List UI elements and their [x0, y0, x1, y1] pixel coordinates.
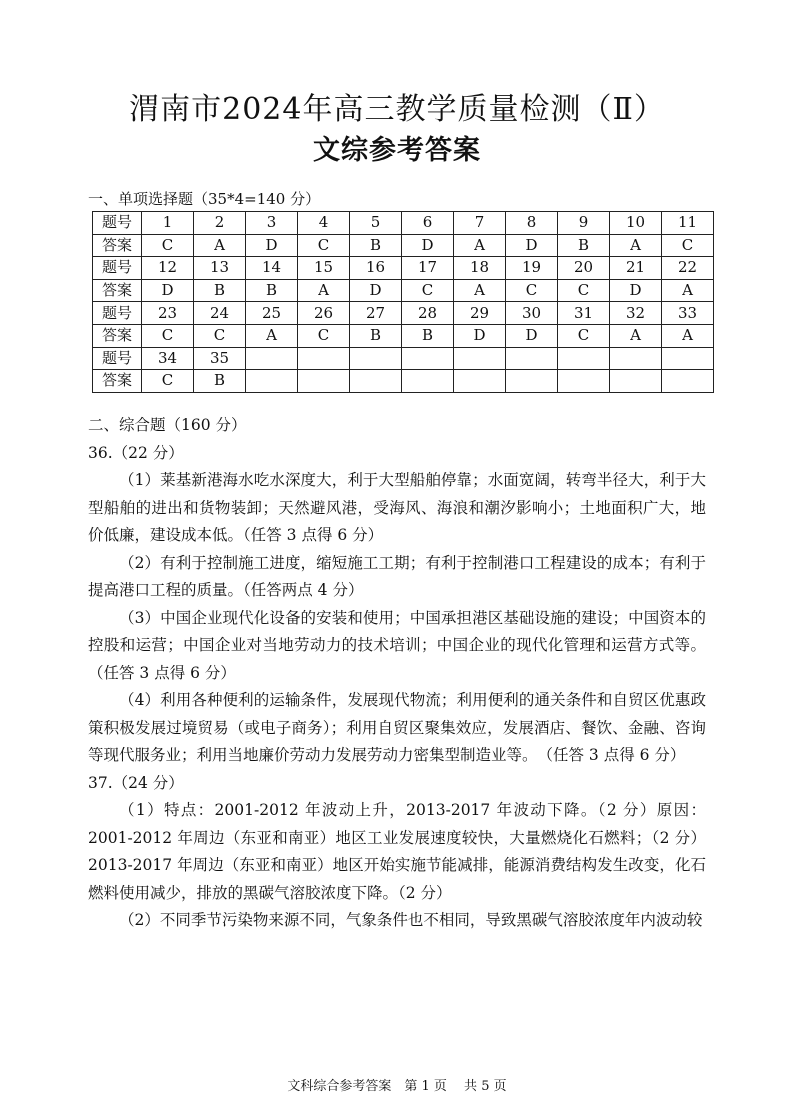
table-cell: 5 [350, 212, 402, 235]
table-row [93, 302, 714, 325]
table-cell: A [454, 279, 506, 302]
table-cell: 32 [610, 302, 662, 325]
table-cell: 25 [246, 302, 298, 325]
table-cell: C [142, 324, 194, 347]
table-cell: 15 [298, 257, 350, 280]
table-cell: 23 [142, 302, 194, 325]
table-cell [558, 347, 610, 370]
q37-heading: 37.（24 分） [88, 773, 184, 792]
table-cell: B [350, 234, 402, 257]
table-cell [246, 370, 298, 393]
table-cell: C [298, 234, 350, 257]
table-cell: B [402, 324, 454, 347]
table-row [93, 324, 714, 347]
table-cell: 12 [142, 257, 194, 280]
table-cell [454, 370, 506, 393]
table-cell: 13 [194, 257, 246, 280]
section2-content [88, 412, 706, 935]
table-cell: D [142, 279, 194, 302]
table-cell: B [194, 370, 246, 393]
table-cell: 8 [506, 212, 558, 235]
table-cell [298, 370, 350, 393]
table-row [93, 212, 714, 235]
table-cell: 7 [454, 212, 506, 235]
table-cell: 21 [610, 257, 662, 280]
table-cell: 35 [194, 347, 246, 370]
table-cell [610, 347, 662, 370]
table-cell: B [350, 324, 402, 347]
table-cell: C [142, 370, 194, 393]
table-cell: A [454, 234, 506, 257]
row-label-cell: 答案 [93, 234, 142, 257]
table-cell: 24 [194, 302, 246, 325]
section1-heading: 一、单项选择题（35*4=140 分） [88, 190, 321, 208]
table-cell: 27 [350, 302, 402, 325]
table-cell [246, 347, 298, 370]
table-cell: 3 [246, 212, 298, 235]
table-row [93, 257, 714, 280]
answer-table [92, 211, 714, 393]
table-cell: A [662, 279, 714, 302]
table-cell: 19 [506, 257, 558, 280]
table-cell: D [506, 324, 558, 347]
table-cell: A [610, 234, 662, 257]
table-cell: 34 [142, 347, 194, 370]
table-cell: D [246, 234, 298, 257]
q36-part4: （4）利用各种便利的运输条件，发展现代物流；利用便利的通关条件和自贸区优惠政策积极发展过境贸易（或电子商务）；利用自贸区聚集效应，发展酒店、餐饮、金融、咨询等现代服务业；利用当地廉价劳动力发展劳动力密集型制造业等。 （任答 3 点得 6 分） [88, 691, 706, 764]
table-cell [506, 347, 558, 370]
table-cell: B [194, 279, 246, 302]
table-cell [402, 347, 454, 370]
table-cell [610, 370, 662, 393]
table-cell: 10 [610, 212, 662, 235]
table-cell: 6 [402, 212, 454, 235]
table-cell [558, 370, 610, 393]
table-cell: D [454, 324, 506, 347]
page-footer: 文科综合参考答案 第 1 页 共 5 页 [287, 1079, 507, 1094]
table-cell [506, 370, 558, 393]
table-cell [298, 347, 350, 370]
row-label-cell: 答案 [93, 324, 142, 347]
table-row [93, 234, 714, 257]
row-label-cell: 答案 [93, 279, 142, 302]
table-cell: 31 [558, 302, 610, 325]
table-cell: 20 [558, 257, 610, 280]
table-cell: 17 [402, 257, 454, 280]
q36-part3: （3）中国企业现代化设备的安装和使用；中国承担港区基础设施的建设；中国资本的控股和运营；中国企业对当地劳动力的技术培训；中国企业的现代化管理和运营方式等。（任答 3 点得 6 分） [88, 608, 706, 682]
table-cell: D [350, 279, 402, 302]
table-cell: 16 [350, 257, 402, 280]
table-cell: A [246, 324, 298, 347]
row-label-cell: 题号 [93, 302, 142, 325]
table-cell: 29 [454, 302, 506, 325]
row-label-cell: 题号 [93, 212, 142, 235]
q37-part1: （1）特点：2001-2012 年波动上升，2013-2017 年波动下降。（2 分）原因：2001-2012 年周边（东亚和南亚）地区工业发展速度较快，大量燃烧化石燃料；（2 分）2013-2017 年周边（东亚和南亚）地区开始实施节能减排，能源消费结构发生改变，化石燃料使用减少，排放的黑碳气溶胶浓度下降。（2 分） [88, 801, 706, 902]
row-label-cell: 题号 [93, 257, 142, 280]
q37-part2: （2）不同季节污染物来源不同，气象条件也不相同，导致黑碳气溶胶浓度年内波动较 [119, 911, 703, 929]
table-cell [350, 347, 402, 370]
table-cell [402, 370, 454, 393]
table-cell: C [194, 324, 246, 347]
table-cell: A [298, 279, 350, 302]
q36-part1: （1）莱基新港海水吃水深度大，利于大型船舶停靠；水面宽阔，转弯半径大，利于大型船舶的进出和货物装卸；天然避风港，受海风、海浪和潮汐影响小；土地面积广大，地价低廉，建设成本低。（任答 3 点得 6 分） [88, 471, 706, 544]
table-cell: 1 [142, 212, 194, 235]
table-row [93, 370, 714, 393]
table-cell: B [246, 279, 298, 302]
table-cell: C [558, 324, 610, 347]
table-cell: 11 [662, 212, 714, 235]
table-cell: 30 [506, 302, 558, 325]
table-cell: A [662, 324, 714, 347]
q36-heading: 36.（22 分） [88, 443, 184, 462]
table-cell: 33 [662, 302, 714, 325]
table-cell: C [142, 234, 194, 257]
table-cell: D [506, 234, 558, 257]
table-cell: C [506, 279, 558, 302]
section2-heading: 二、综合题（160 分） [88, 416, 247, 434]
document-subtitle: 文综参考答案 [313, 135, 481, 166]
table-cell [662, 347, 714, 370]
table-cell: A [610, 324, 662, 347]
row-label-cell: 题号 [93, 347, 142, 370]
table-cell: B [558, 234, 610, 257]
table-cell: 22 [662, 257, 714, 280]
table-cell: C [662, 234, 714, 257]
table-cell [662, 370, 714, 393]
table-cell: D [610, 279, 662, 302]
table-cell: C [402, 279, 454, 302]
document-title: 渭南市2024年高三教学质量检测（Ⅱ） [129, 92, 665, 127]
table-cell: 26 [298, 302, 350, 325]
row-label-cell: 答案 [93, 370, 142, 393]
table-cell: 4 [298, 212, 350, 235]
table-cell: 28 [402, 302, 454, 325]
table-cell: D [402, 234, 454, 257]
table-cell: 2 [194, 212, 246, 235]
table-cell [350, 370, 402, 393]
table-cell: C [298, 324, 350, 347]
table-row [93, 347, 714, 370]
table-cell [454, 347, 506, 370]
table-cell: 9 [558, 212, 610, 235]
table-cell: A [194, 234, 246, 257]
table-row [93, 279, 714, 302]
q36-part2: （2）有利于控制施工进度，缩短施工工期；有利于控制港口工程建设的成本；有利于提高港口工程的质量。（任答两点 4 分） [88, 553, 706, 599]
table-cell: C [558, 279, 610, 302]
table-cell: 18 [454, 257, 506, 280]
table-cell: 14 [246, 257, 298, 280]
